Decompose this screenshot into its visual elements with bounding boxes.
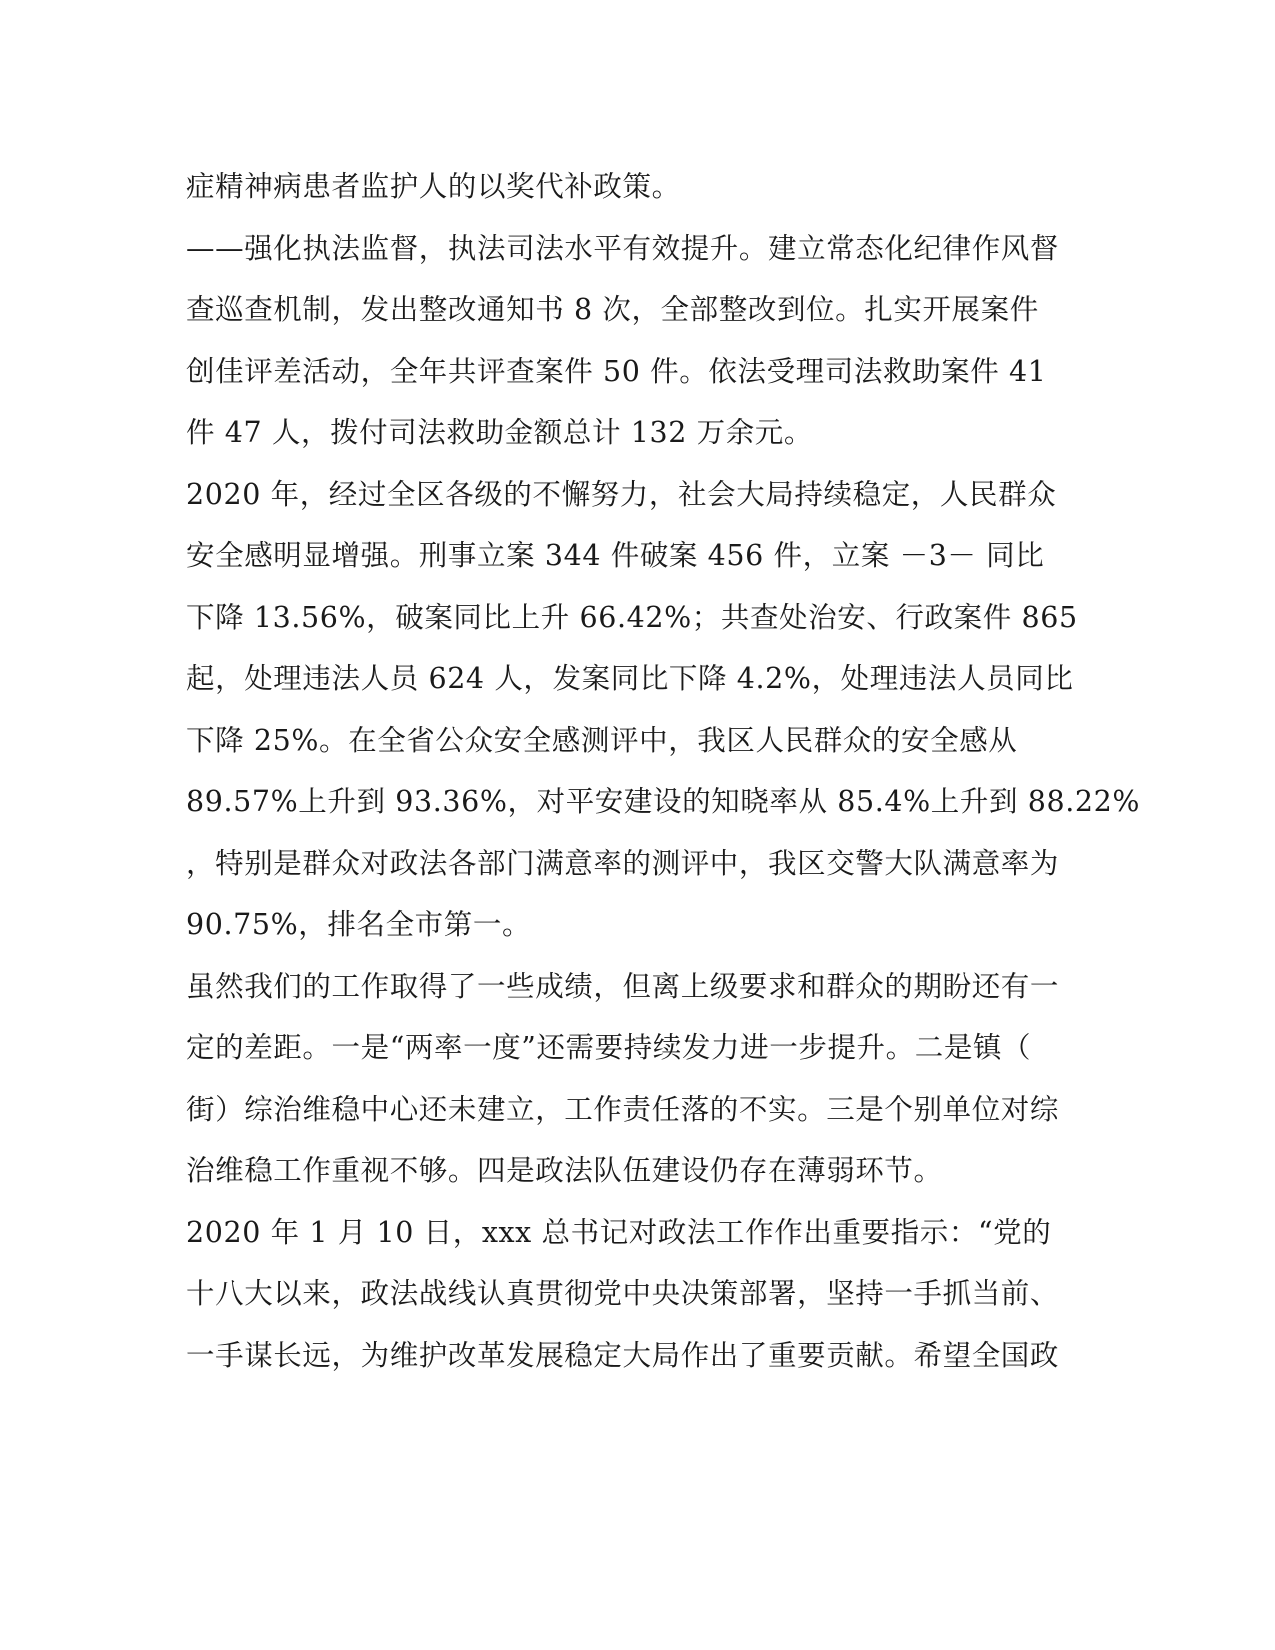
text-line: 90.75%，排名全市第一。 xyxy=(186,908,532,941)
text-line: 2020 年 1 月 10 日，xxx 总书记对政法工作作出重要指示：“党的 xyxy=(186,1215,1052,1249)
text-line: 症精神病患者监护人的以奖代补政策。 xyxy=(186,170,681,203)
text-line: ，特别是群众对政法各部门满意率的测评中，我区交警大队满意率为 xyxy=(186,846,1060,880)
text-line: 虽然我们的工作取得了一些成绩，但离上级要求和群众的期盼还有一 xyxy=(186,969,1060,1003)
text-line: 查巡查机制，发出整改通知书 8 次，全部整改到位。扎实开展案件 xyxy=(186,293,1039,326)
text-line: 下降 13.56%，破案同比上升 66.42%；共查处治安、行政案件 865 xyxy=(186,600,1078,634)
text-line: 安全感明显增强。刑事立案 344 件破案 456 件，立案 －3－ 同比 xyxy=(186,539,1045,572)
text-line: 下降 25%。在全省公众安全感测评中，我区人民群众的安全感从 xyxy=(186,723,1018,757)
text-line: 件 47 人，拨付司法救助金额总计 132 万余元。 xyxy=(186,416,814,449)
text-line: 创佳评差活动，全年共评查案件 50 件。依法受理司法救助案件 41 xyxy=(186,354,1047,388)
text-line: 治维稳工作重视不够。四是政法队伍建设仍存在薄弱环节。 xyxy=(186,1154,943,1187)
text-line: 十八大以来，政法战线认真贯彻党中央决策部署，坚持一手抓当前、 xyxy=(186,1277,1060,1310)
text-line: 街）综治维稳中心还未建立，工作责任落的不实。三是个别单位对综 xyxy=(186,1092,1060,1126)
body-text xyxy=(186,156,1141,1386)
text-line: 2020 年，经过全区各级的不懈努力，社会大局持续稳定，人民群众 xyxy=(186,477,1057,511)
text-line: 89.57%上升到 93.36%，对平安建设的知晓率从 85.4%上升到 88.22% xyxy=(186,785,1141,818)
text-line: 定的差距。一是“两率一度”还需要持续发力进一步提升。二是镇（ xyxy=(186,1031,1032,1064)
text-line: ——强化执法监督，执法司法水平有效提升。建立常态化纪律作风督 xyxy=(186,231,1060,265)
text-line: 起，处理违法人员 624 人，发案同比下降 4.2%，处理违法人员同比 xyxy=(186,662,1074,695)
text-line: 一手谋长远，为维护改革发展稳定大局作出了重要贡献。希望全国政 xyxy=(186,1338,1060,1372)
